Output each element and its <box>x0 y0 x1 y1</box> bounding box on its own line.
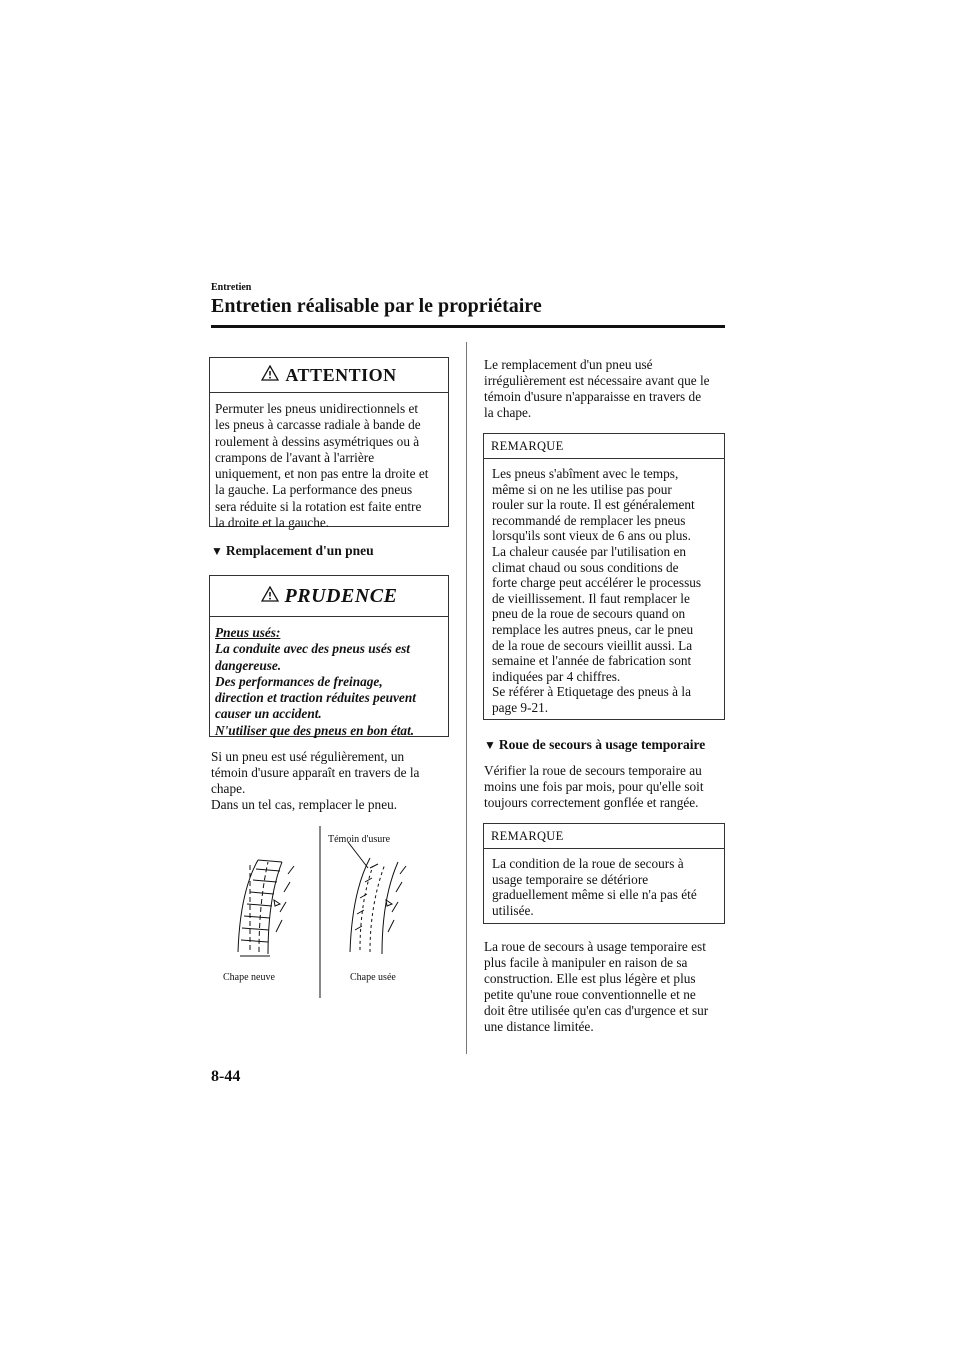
paragraph-line: petite qu'une roue conventionnelle et ne <box>484 987 696 1002</box>
note-line: climat chaud ou sous conditions de <box>492 559 679 575</box>
paragraph-line: témoin d'usure n'apparaisse en travers de <box>484 389 702 404</box>
caution-box <box>209 575 449 737</box>
attention-header <box>210 358 448 393</box>
down-triangle-icon: ▼ <box>211 543 223 558</box>
note-line: page 9-21. <box>492 699 549 715</box>
spare-paragraph <box>484 763 728 811</box>
caution-subhead: Pneus usés: <box>215 625 281 640</box>
note-title: REMARQUE <box>484 434 724 459</box>
attention-line: uniquement, et non pas entre la droite et <box>215 466 429 482</box>
note-line: pneu de la roue de secours quand on <box>492 606 686 622</box>
paragraph-line: la chape. <box>484 405 532 420</box>
caution-line: dangereuse. <box>215 657 282 673</box>
paragraph-line: Dans un tel cas, remplacer le pneu. <box>211 797 398 812</box>
note-line: Les pneus s'abîment avec le temps, <box>492 466 679 481</box>
note-line: forte charge peut accélérer le processus <box>492 575 702 591</box>
worn-tire-paragraph <box>211 749 451 813</box>
title-rule <box>211 325 725 328</box>
note-line: indiquées par 4 chiffres. <box>492 668 621 684</box>
paragraph-line: moins une fois par mois, pour qu'elle soit <box>484 779 704 794</box>
note-line: La chaleur causée par l'utilisation en <box>492 543 687 559</box>
down-triangle-icon: ▼ <box>484 737 496 752</box>
note-line: graduellement même si elle n'a pas été <box>492 887 697 903</box>
worn-tread-label: Chape usée <box>350 972 396 983</box>
paragraph-line: chape. <box>211 781 246 796</box>
note-line: même si on ne les utilise pas pour <box>492 481 672 497</box>
attention-body <box>210 393 448 537</box>
paragraph-line: irrégulièrement est nécessaire avant que le <box>484 373 710 388</box>
note-box <box>483 433 725 720</box>
paragraph-line: Si un pneu est usé régulièrement, un <box>211 749 405 764</box>
attention-line: Permuter les pneus unidirectionnels et <box>215 401 419 416</box>
note-line: usage temporaire se détériore <box>492 871 649 887</box>
tread-illustration <box>210 822 450 1002</box>
note-box <box>483 823 725 924</box>
note-line: de la roue de secours vieillit aussi. La <box>492 637 693 653</box>
paragraph-line: construction. Elle est plus légère et plus <box>484 971 696 986</box>
note-line: rouler sur la route. Il est généralement <box>492 497 695 513</box>
page-title: Entretien réalisable par le propriétaire <box>211 295 542 317</box>
caution-line: N'utiliser que des pneus en bon état. <box>215 722 415 738</box>
caution-header <box>210 576 448 617</box>
paragraph-line: doit être utilisée qu'en cas d'urgence et sur <box>484 1003 709 1018</box>
heading-tire-replacement <box>211 543 374 559</box>
note-line: recommandé de remplacer les pneus <box>492 512 686 528</box>
caution-line: causer un accident. <box>215 706 322 722</box>
caution-line: direction et traction réduites peuvent <box>215 690 416 706</box>
note-line: remplace les autres pneus, car le pneu <box>492 621 694 637</box>
caution-title: PRUDENCE <box>284 584 398 607</box>
note-body <box>484 849 724 924</box>
note-title: REMARQUE <box>484 824 724 849</box>
heading-text: Remplacement d'un pneu <box>225 543 374 558</box>
attention-title: ATTENTION <box>285 364 397 385</box>
attention-box <box>209 357 449 531</box>
attention-line: les pneus à carcasse radiale à bande de <box>215 417 421 433</box>
warning-triangle-icon <box>261 586 279 607</box>
attention-line: la gauche. La performance des pneus <box>215 482 413 498</box>
indicator-label: Témoin d'usure <box>328 834 391 845</box>
heading-text: Roue de secours à usage temporaire <box>498 737 706 752</box>
new-tread-label: Chape neuve <box>223 972 275 983</box>
caution-body <box>210 617 448 745</box>
page-number: 8-44 <box>211 1068 241 1085</box>
paragraph-line: La roue de secours à usage temporaire est <box>484 939 706 954</box>
paragraph-line: plus facile à manipuler en raison de sa <box>484 955 688 970</box>
warning-triangle-icon <box>261 365 279 386</box>
note-line: La condition de la roue de secours à <box>492 856 684 871</box>
spare-paragraph-2 <box>484 939 728 1035</box>
heading-spare-wheel <box>484 737 705 753</box>
note-body <box>484 459 724 722</box>
attention-line: roulement à dessins asymétriques ou à <box>215 433 420 449</box>
paragraph-line: toujours correctement gonflée et rangée. <box>484 795 699 810</box>
paragraph-line: témoin d'usure apparaît en travers de la <box>211 765 420 780</box>
right-intro-paragraph <box>484 357 728 421</box>
note-line: utilisée. <box>492 902 534 918</box>
section-label: Entretien <box>211 282 252 293</box>
note-line: semaine et l'année de fabrication sont <box>492 653 692 669</box>
paragraph-line: Le remplacement d'un pneu usé <box>484 357 653 372</box>
caution-line: La conduite avec des pneus usés est <box>215 641 411 657</box>
note-line: lorsqu'ils sont vieux de 6 ans ou plus. <box>492 528 691 544</box>
attention-line: la droite et la gauche. <box>215 515 330 531</box>
attention-line: crampons de l'avant à l'arrière <box>215 449 375 465</box>
caution-line: Des performances de freinage, <box>215 673 383 689</box>
paragraph-line: une distance limitée. <box>484 1019 594 1034</box>
column-divider <box>466 342 467 1054</box>
note-line: Se référer à Etiquetage des pneus à la <box>492 684 691 700</box>
attention-line: sera réduite si la rotation est faite entre <box>215 498 422 514</box>
note-line: de vieillissement. Il faut remplacer le <box>492 590 690 606</box>
paragraph-line: Vérifier la roue de secours temporaire au <box>484 763 702 778</box>
